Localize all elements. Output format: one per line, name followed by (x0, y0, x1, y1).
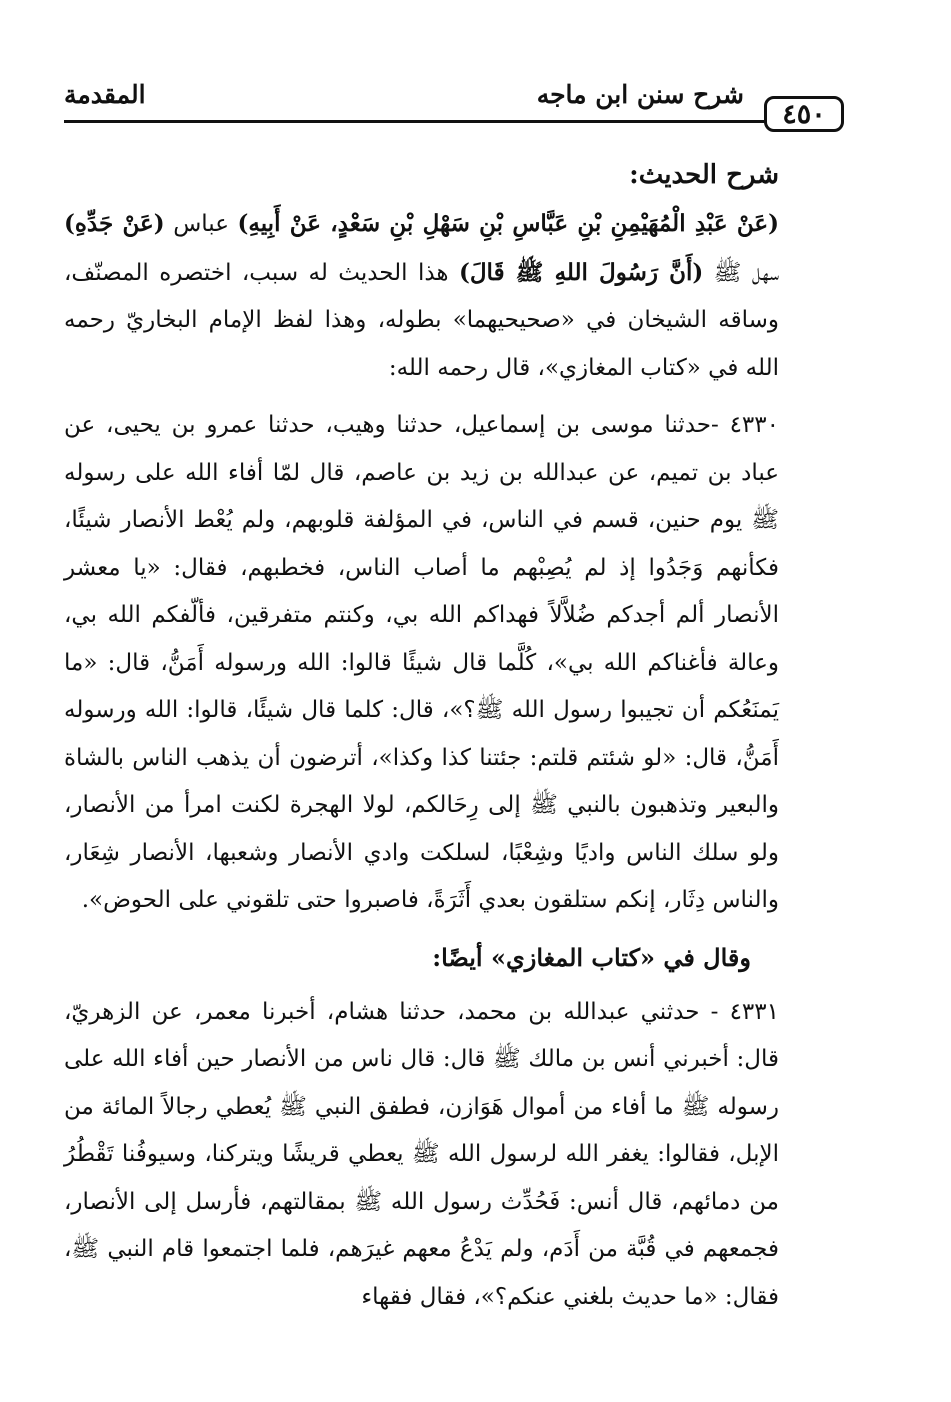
page-content (64, 152, 779, 1331)
narrator-note: عباس (164, 211, 238, 237)
hadith-opening: (أَنَّ رَسُولَ اللهِ ﷺ قَالَ) (458, 258, 704, 286)
page-number: ٤٥٠ (764, 96, 844, 132)
section-title: المقدمة (64, 80, 146, 109)
paragraph-explanation (64, 200, 779, 392)
narrator-note-2: سهل ﷺ (703, 259, 779, 286)
narrator-grandfather: (عَنْ جَدِّهِ) (64, 210, 165, 237)
book-title: شرح سنن ابن ماجه (536, 80, 744, 109)
section-heading: شرح الحديث: (629, 160, 779, 190)
narrator-chain: (عَنْ عَبْدِ الْمُهَيْمِنِ بْنِ عَبَّاسِ بْنِ سَهْلِ بْنِ سَعْدٍ، عَنْ أَبِيهِ) (237, 210, 779, 237)
paragraph-hadith-4331: ٤٣٣١ - حدثني عبدالله بن محمد، حدثنا هشام، أخبرنا معمر، عن الزهريّ، قال: أخبرني أنس بن مالك ﷺ قال: قال ناس من الأنصار حين أفاء الله على رسوله ﷺ ما أفاء من أموال هَوَازن، فطفق النبي ﷺ يُعطي رجالاً المائة من الإبل، فقالوا: يغفر الله لرسول الله ﷺ يعطي قريشًا ويتركنا، وسيوفُنا تَقْطُرُ من دمائهم، قال أنس: فَحُدِّث رسول الله ﷺ بمقالتهم، فأرسل إلى الأنصار، فجمعهم في قُبَّة من أَدَم، ولم يَدْعُ معهم غيرَهم، فلما اجتمعوا قام النبي ﷺ، فقال: «ما حديث بلغني عنكم؟»، فقال فقهاء (64, 998, 779, 1310)
quote-heading: وقال في «كتاب المغازي» أيضًا: (432, 942, 751, 972)
commentary-text: هذا الحديث له سبب، اختصره المصنّف، وساقه الشيخان في «صحيحيهما» بطوله، وهذا لفظ الإمام البخاريّ رحمه الله في «كتاب المغازي»، قال رحمه الله: (64, 259, 779, 381)
header-rule (64, 120, 766, 123)
paragraph-hadith-4330: ٤٣٣٠ -حدثنا موسى بن إسماعيل، حدثنا وهيب، حدثنا عمرو بن يحيى، عن عباد بن تميم، عن عبدالله بن زيد بن عاصم، قال لمّا أفاء الله على رسوله ﷺ يوم حنين، قسم في الناس، في المؤلفة قلوبهم، ولم يُعْط الأنصار شيئًا، فكأنهم وَجَدُوا إذ لم يُصِبْهم ما أصاب الناس، فخطبهم، فقال: «يا معشر الأنصار ألم أجدكم ضُلاَّلاً فهداكم الله بي، وكنتم متفرقين، فألّفكم الله بي، وعالة فأغناكم الله بي»، كُلَّما قال شيئًا قالوا: الله ورسوله أَمَنُّ، قال: «ما يَمنَعُكم أن تجيبوا رسول الله ﷺ؟»، قال: كلما قال شيئًا، قالوا: الله ورسوله أَمَنُّ، قال: «لو شئتم قلتم: جئتنا كذا وكذا»، أترضون أن يذهب الناس بالشاة والبعير وتذهبون بالنبي ﷺ إلى رِحَالكم، لولا الهجرة لكنت امرأ من الأنصار، ولو سلك الناس واديًا وشِعْبًا، لسلكت وادي الأنصار وشعبها، الأنصار شِعَار، والناس دِثَار، إنكم ستلقون بعدي أَثَرَةً، فاصبروا حتى تلقوني على الحوض». (64, 412, 779, 913)
running-header (64, 78, 844, 140)
